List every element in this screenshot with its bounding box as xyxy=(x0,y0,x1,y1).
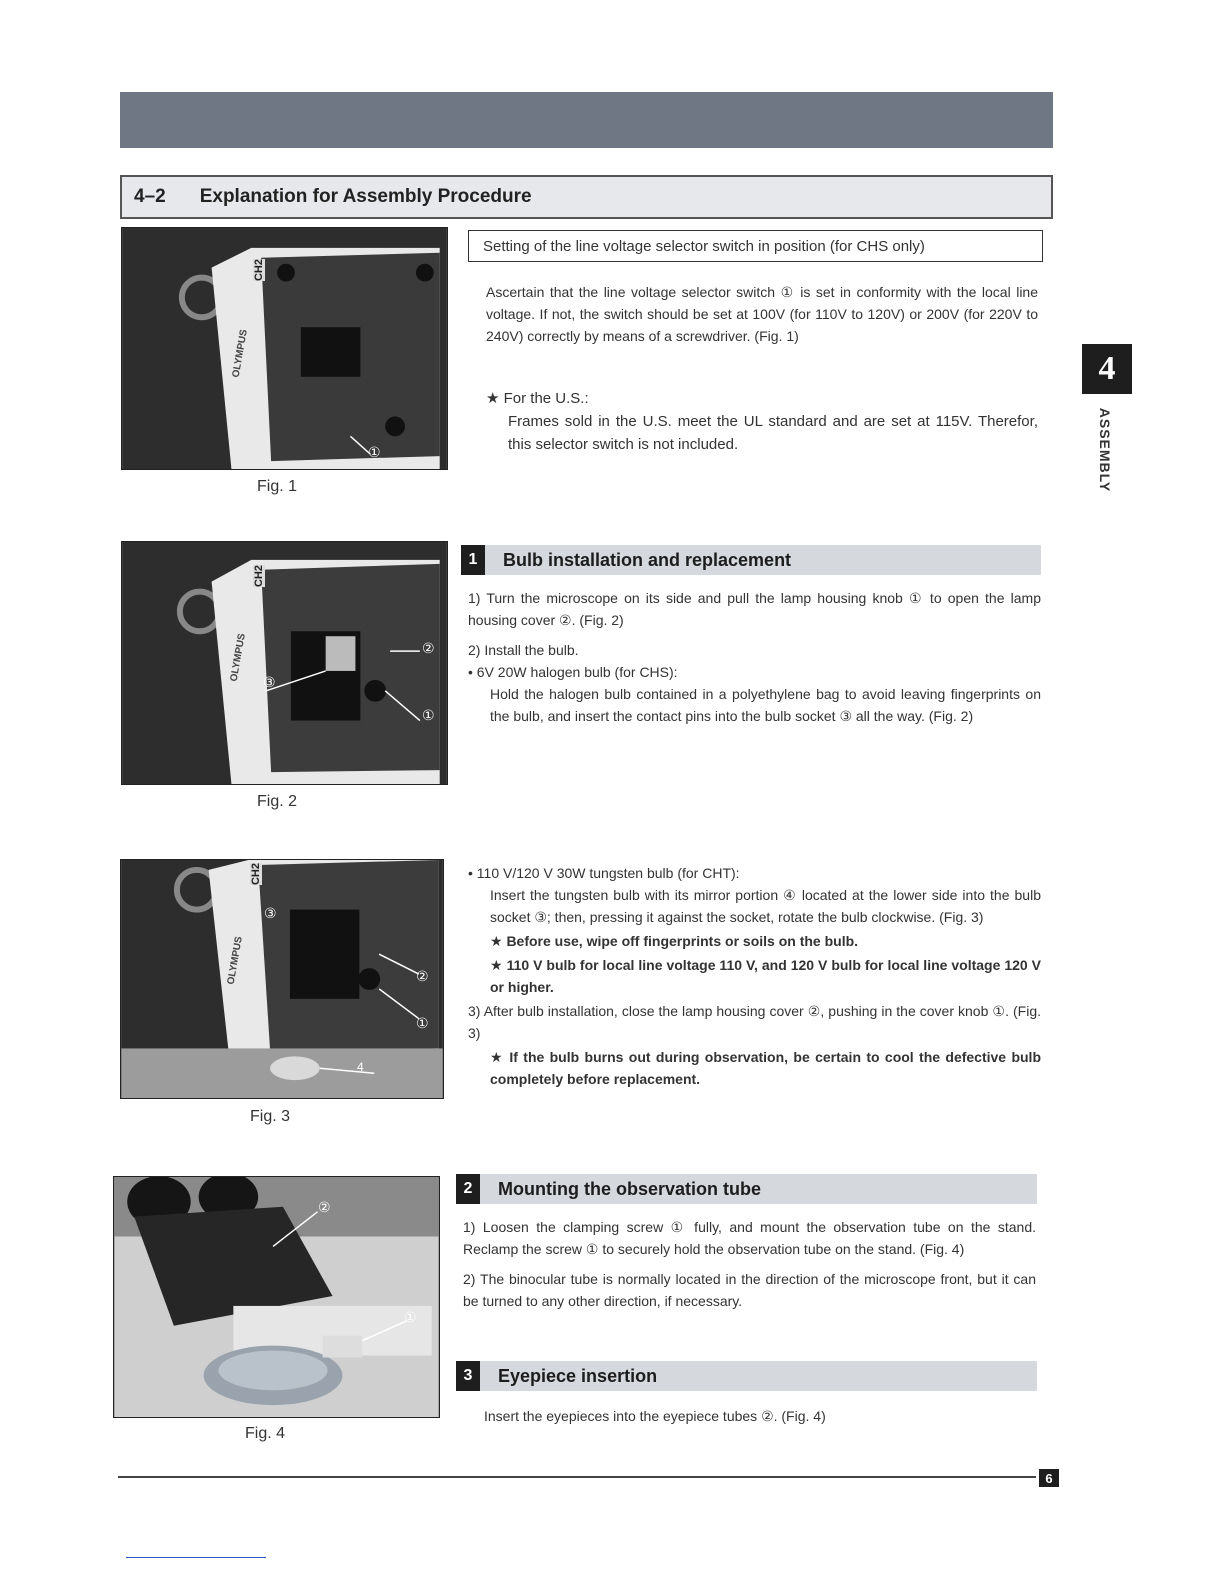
figure-4-photo xyxy=(113,1176,440,1418)
fig2-callout-2: ② xyxy=(422,640,435,656)
observation-tube-illustration xyxy=(114,1177,439,1417)
eyepiece-header xyxy=(456,1361,1037,1391)
section-heading xyxy=(120,175,1053,219)
lamp-housing-open-illustration xyxy=(122,542,447,784)
fig3-callout-3: ③ xyxy=(264,905,277,921)
chapter-label xyxy=(1080,400,1130,500)
bulb-chs-heading: • 6V 20W halogen bulb (for CHS): xyxy=(468,664,678,680)
voltage-selector-title: Setting of the line voltage selector switch in position (for CHS only) xyxy=(468,230,1043,262)
bulb-cht-body: Insert the tungsten bulb with its mirror portion ④ located at the lower side into the bulb socket ③; then, pressing it against the socket, rotate the bulb clockwise. (Fig. 3) xyxy=(490,887,1041,925)
header-band xyxy=(120,92,1053,148)
voltage-selector-text xyxy=(486,281,1038,347)
fig2-callout-3: ③ xyxy=(263,674,276,690)
fig1-brand-label: CH2 xyxy=(253,258,266,282)
bulb-installation-header xyxy=(461,545,1041,575)
fig1-maker-label: OLYMPUS xyxy=(230,328,250,379)
bulb-chs-body: Hold the halogen bulb contained in a polyethylene bag to avoid leaving fingerprints on the bulb, and insert the contact pins into the bulb socket ③ all the way. (Fig. 2) xyxy=(490,686,1041,724)
us-note-heading: ★ For the U.S.: xyxy=(486,390,589,407)
tube-step-2: 2) The binocular tube is normally located in the direction of the microscope front, but it can be turned to any other direction, if necessary. xyxy=(463,1271,1036,1309)
tungsten-bulb-illustration xyxy=(121,860,443,1098)
section-number: 4–2 xyxy=(134,186,166,207)
figure-3-caption: Fig. 3 xyxy=(250,1108,291,1125)
fig3-callout-4: 4 xyxy=(357,1060,364,1074)
footer-link-underline xyxy=(126,1557,266,1558)
eyepiece-text: Insert the eyepieces into the eyepiece tubes ②. (Fig. 4) xyxy=(484,1408,826,1424)
figure-1-caption: Fig. 1 xyxy=(257,478,298,495)
bulb-note-cool: ★ If the bulb burns out during observation, be certain to cool the defective bulb completely before replacement. xyxy=(490,1049,1041,1087)
figure-2-photo xyxy=(121,541,448,785)
bulb-steps-part1 xyxy=(468,587,1041,727)
voltage-selector-body: Ascertain that the line voltage selector switch ① is set in conformity with the local line voltage. If not, the switch should be set at 100V (for 110V to 120V) or 200V (for 220V to 240V) correctly by means of a screwdriver. (Fig. 1) xyxy=(486,284,1038,344)
observation-tube-text xyxy=(463,1216,1036,1312)
bulb-note-wipe: ★ Before use, wipe off fingerprints or soils on the bulb. xyxy=(490,933,859,949)
bulb-installation-title: Bulb installation and replacement xyxy=(503,549,792,570)
bulb-step-1: 1) Turn the microscope on its side and pull the lamp housing knob ① to open the lamp housing cover ②. (Fig. 2) xyxy=(468,590,1041,628)
observation-tube-header xyxy=(456,1174,1037,1204)
bulb-step-2: 2) Install the bulb. xyxy=(468,642,579,658)
section-title: Explanation for Assembly Procedure xyxy=(199,186,532,207)
fig3-callout-1: ① xyxy=(416,1015,429,1031)
tube-step-1: 1) Loosen the clamping screw ① fully, and mount the observation tube on the stand. Reclamp the screw ① to securely hold the observation tube on the stand. (Fig. 4) xyxy=(463,1219,1036,1257)
chapter-label-text: ASSEMBLY xyxy=(1097,407,1113,493)
fig3-brand-label: CH2 xyxy=(250,862,263,886)
bulb-step-3: 3) After bulb installation, close the lamp housing cover ②, pushing in the cover knob ①. (Fig. 3) xyxy=(468,1003,1041,1041)
fig2-callout-1: ① xyxy=(422,707,435,723)
us-note-body: Frames sold in the U.S. meet the UL standard and are set at 115V. Therefor, this selector switch is not included. xyxy=(508,413,1038,453)
chapter-tab: 4 xyxy=(1082,344,1132,394)
footer-rule xyxy=(118,1476,1036,1478)
step-3-badge: 3 xyxy=(456,1361,480,1391)
bulb-cht-heading: • 110 V/120 V 30W tungsten bulb (for CHT): xyxy=(468,865,740,881)
figure-4-caption: Fig. 4 xyxy=(245,1425,286,1442)
eyepiece-title: Eyepiece insertion xyxy=(498,1365,658,1386)
figure-1-photo xyxy=(121,227,448,470)
fig4-callout-2: ② xyxy=(318,1199,331,1215)
step-1-badge: 1 xyxy=(461,545,485,575)
microscope-base-illustration xyxy=(122,228,447,469)
bulb-note-voltage: ★ 110 V bulb for local line voltage 110 V, and 120 V bulb for local line voltage 120 V or higher. xyxy=(490,957,1041,995)
fig4-callout-1: ① xyxy=(404,1309,417,1325)
page-number: 6 xyxy=(1039,1469,1059,1487)
figure-3-photo xyxy=(120,859,444,1099)
us-note xyxy=(486,387,1038,456)
observation-tube-title: Mounting the observation tube xyxy=(498,1178,761,1199)
fig3-callout-2: ② xyxy=(416,968,429,984)
step-2-badge: 2 xyxy=(456,1174,480,1204)
fig2-maker-label: OLYMPUS xyxy=(228,632,248,683)
fig1-callout-1: ① xyxy=(368,444,381,460)
fig2-brand-label: CH2 xyxy=(253,564,266,588)
bulb-steps-part2 xyxy=(468,862,1041,1090)
figure-2-caption: Fig. 2 xyxy=(257,793,298,810)
fig3-maker-label: OLYMPUS xyxy=(225,935,245,986)
